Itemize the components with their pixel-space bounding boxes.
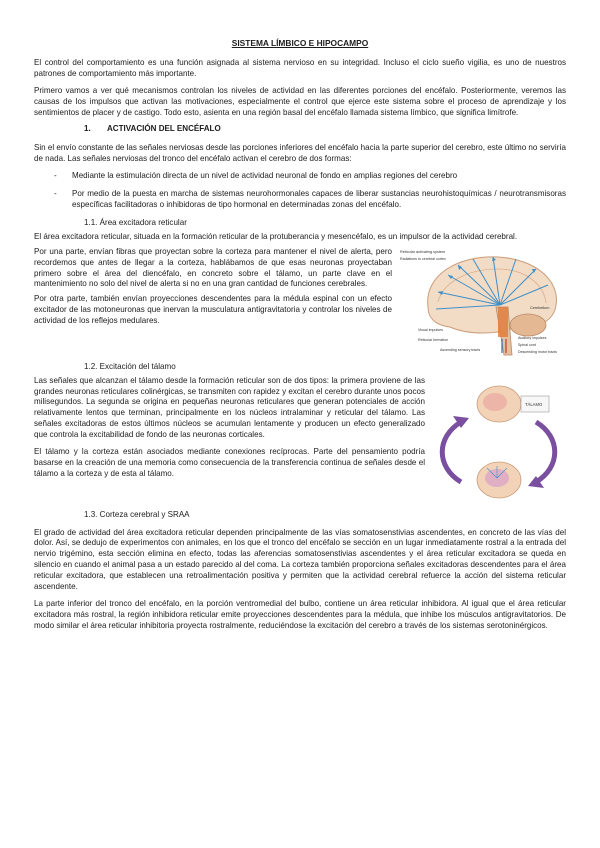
thalamus-label: TÁLAMO [525, 401, 543, 407]
label-reticular-formation: Reticular formation [418, 337, 449, 342]
label-cerebellum: Cerebellum [530, 305, 550, 310]
subsection-1-1-heading: 1.1. Área excitadora reticular [84, 217, 187, 227]
bullet-marker: - [54, 189, 57, 199]
intro-paragraph-1: El control del comportamiento es una función asignada al sistema nervioso en su integridad. Incluso el ciclo sueño vigilia, es uno de nuestros patrones de comportamiento más importante. [34, 57, 566, 78]
intro-paragraph-2: Primero vamos a ver qué mecanismos controlan los niveles de actividad en las diferentes porciones del encéfalo. Posteriormente, veremos las causas de los impulsos que activan las motivaciones, especialmente el control que ejerce este sistema sobre el proceso de aprendizaje y los sentimientos de placer y de castigo. Todo esto, asienta en una región basal del encéfalo llamada sistema límbico, que significa limítrofe. [34, 85, 566, 117]
list-item [34, 171, 566, 182]
list-item [34, 189, 566, 211]
brain-diagram-image [398, 247, 566, 357]
reticular-activating-system-figure [398, 247, 566, 357]
label-ras: Reticular activating system [400, 249, 446, 254]
subsection-1-1-paragraph-1: El área excitadora reticular, situada en la formación reticular de la protuberancia y mesencéfalo, es un impulsor de la actividad cerebral. [34, 231, 518, 241]
subsection-1-3-heading: 1.3. Corteza cerebral y SRAA [84, 509, 190, 519]
label-visual: Visual impulses [418, 327, 443, 332]
section-1-number: 1. [84, 124, 91, 134]
subsection-1-3-paragraph-2: La parte inferior del tronco del encéfalo, en la porción ventromedial del bulbo, contiene un área reticular inhibidora. Al igual que el área reticular excitadora más rostral, la región inhibidora reticular emite proyecciones descendentes para la médula, que inhibe los músculos antigravitatorios. De modo similar el área reticular inhibitoria proyecta rostralmente, reduciéndose la excitación del cerebro a través de los sistemas serotoninérgicos. [34, 598, 566, 630]
label-ascending: Ascending sensory tracts [440, 347, 481, 352]
subsection-1-2-heading: 1.2. Excitación del tálamo [84, 361, 176, 371]
label-descending: Descending motor tracts [518, 349, 557, 354]
subsection-1-2-paragraph-1: Las señales que alcanzan el tálamo desde la formación reticular son de dos tipos: la primera proviene de las grandes neuronas reticulares colinérgicas, se transmiten con rapidez y excitan el cerebro durante unos pocos milisegundos. La segunda se origina en pequeñas neuronas reticulares que generan potenciales de acción relativamente lentos que terminan, principalmente en los núcleos intralaminar y reticular del tálamo. Las señales excitadoras de estos últimos núcleos se acumulan lentamente y producen un efecto generalizado que controla la excitabilidad de fondo de las neuronas corticales. [34, 375, 425, 440]
subsection-1-2-paragraph-2: El tálamo y la corteza están asociados mediante conexiones recíprocas. Parte del pensamiento podría basarse en la creación de una memoria como consecuencia de la transferencia continua de señales desde el tálamo a la corteza y de esta al tálamo. [34, 447, 425, 478]
thalamus-diagram-image [431, 382, 566, 502]
label-radiations: Radiations to cerebral cortex [400, 256, 446, 261]
section-1-heading [84, 124, 566, 135]
subsection-1-1-paragraph-3: Por otra parte, también envían proyecciones descendentes para la médula espinal con un efecto excitador de las motoneuronas que inervan la musculatura antigravitatoria y controlar los niveles de actividad de los reflejos medulares. [34, 294, 392, 326]
page-title: SISTEMA LÍMBICO E HIPOCAMPO [231, 38, 369, 48]
bullet-marker: - [54, 171, 57, 181]
subsection-1-1-paragraph-2: Por una parte, envían fibras que proyectan sobre la corteza para mantener el nivel de alerta, pero recordemos que antes de llegar a la corteza, hablábamos de que esas neuronas proyectaban primero sobre el área del diencéfalo, en concreto sobre el tálamo, un parte clave en el mantenimiento no solo del nivel de alerta si no en una gran cantidad de funciones cerebrales. [34, 246, 392, 289]
section-1-title: ACTIVACIÓN DEL ENCÉFALO [107, 124, 221, 134]
label-auditory: Auditory impulses [518, 335, 547, 340]
bullet-text-2: Por medio de la puesta en marcha de sistemas neurohormonales capaces de liberar sustancias neurohistoquímicas / neurotransmisoras específicas facilitadoras o inhibidoras de tipo hormonal en determinadas zonas del encéfalo. [72, 189, 566, 209]
label-spinal-cord: Spinal cord [518, 342, 536, 347]
thalamus-cortex-figure [431, 382, 566, 502]
section-1-paragraph: Sin el envío constante de las señales nerviosas desde las porciones inferiores del encéfalo hacia la parte superior del cerebro, este último no serviría de nada. Las señales nerviosas del tronco del encéfalo activan el cerebro de dos formas: [34, 143, 566, 164]
subsection-1-3-paragraph-1: El grado de actividad del área excitadora reticular dependen principalmente de las vías somatosenstivias ascendentes, en concreto de las vías del dolor. Así, se dedujo de experimentos con animales, en los que el tronco del encéfalo se sección en un lugar inmediatamente rostral a la entrada del nervio trigémino, esta sección elimina en efecto, todas las aferencias somatosenstivias ascendentes y el área reticular excitadora se queda en silencio en cuando el animal pasa a un estado parecido al del coma. La corteza también proporciona señales excitadoras descendentes para el área reticular excitadora, que establecen una retroalimentación positiva y permiten que la actividad cerebral refuerce la acción del sistema reticular ascendente. [34, 527, 566, 592]
bullet-text-1: Mediante la estimulación directa de un nivel de actividad neuronal de fondo en amplias regiones del cerebro [72, 171, 458, 181]
